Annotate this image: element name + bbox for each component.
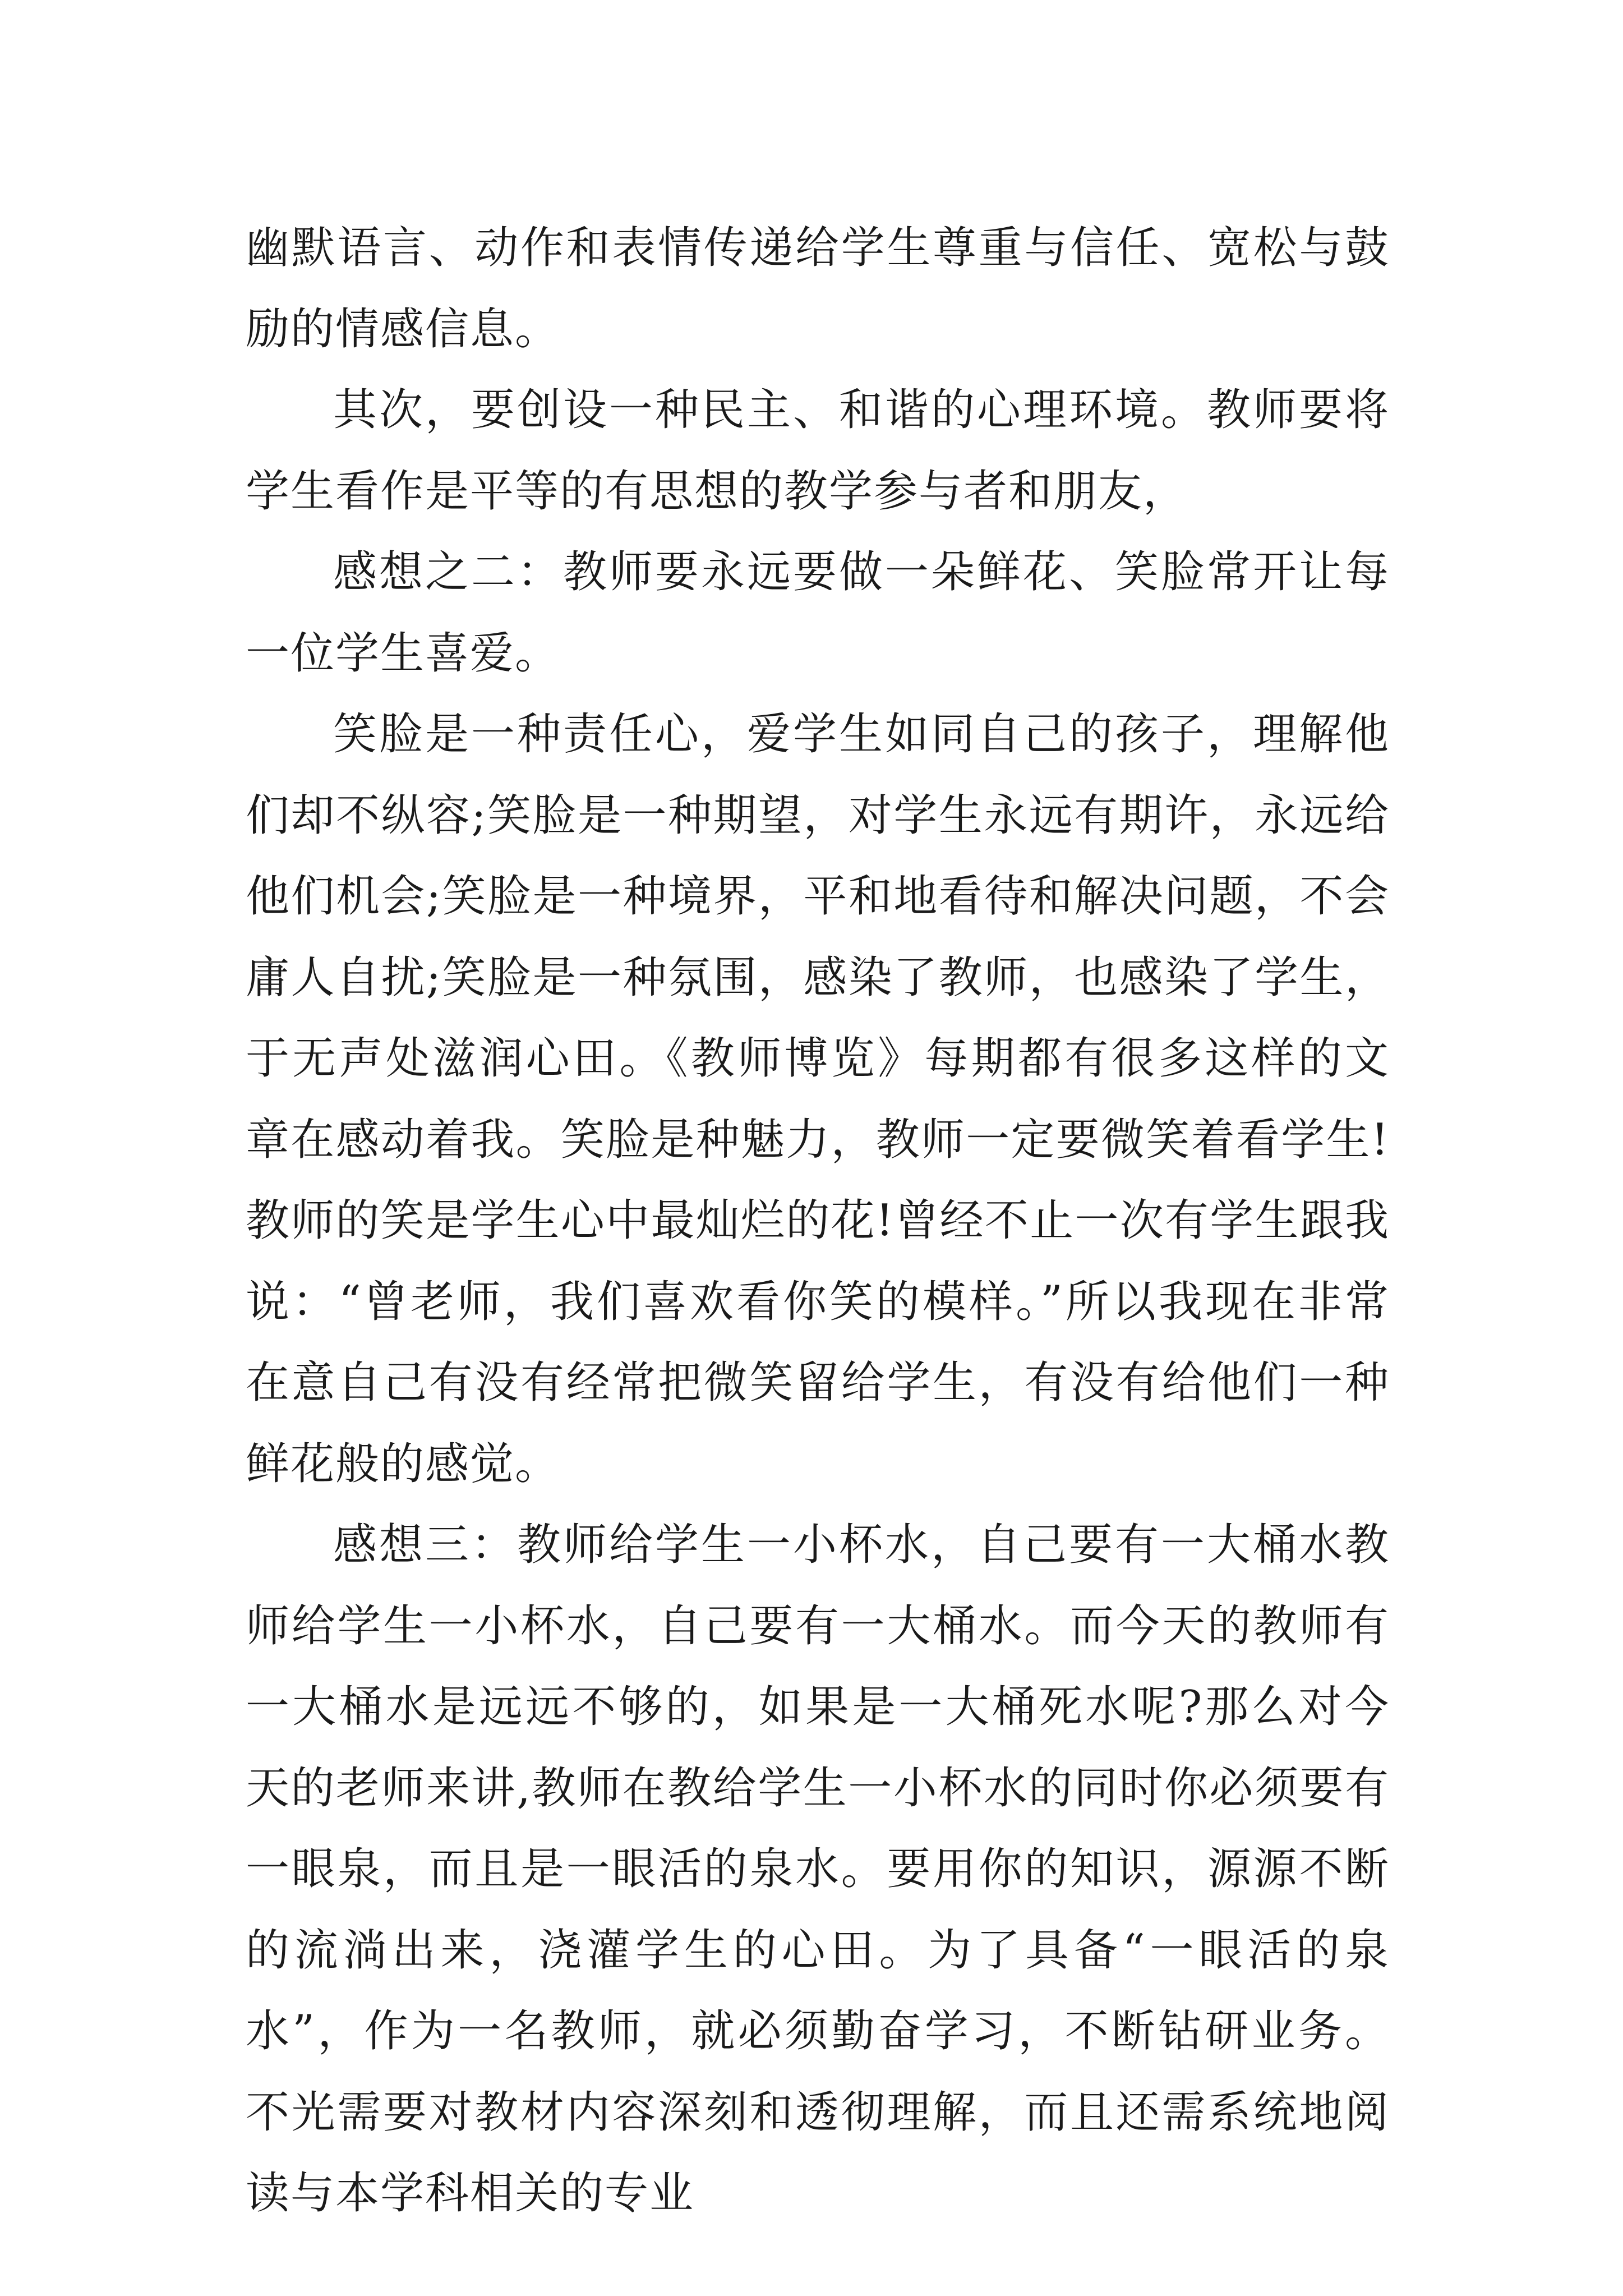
paragraph-2: 其次，要创设一种民主、和谐的心理环境。教师要将学生看作是平等的有思想的教学参与者和朋友， — [246, 385, 1390, 517]
paragraph-4: 笑脸是一种责任心，爱学生如同自己的孩子，理解他们却不纵容;笑脸是一种期望，对学生永远有期许，永远给他们机会;笑脸是一种境界，平和地看待和解决问题，不会庸人自扰;笑脸是一种氛围，感染了教师，也感染了学生，于无声处滋润心田。《教师博览》每期都有很多这样的文章在感动着我。笑脸是种魅力，教师一定要微笑着看学生!教师的笑是学生心中最灿烂的花!曾经不止一次有学生跟我说：“曾老师，我们喜欢看你笑的模样。”所以我现在非常在意自己有没有经常把微笑留给学生，有没有给他们一种鲜花般的感觉。 — [246, 709, 1390, 1489]
paragraph-5: 感想三：教师给学生一小杯水，自己要有一大桶水教师给学生一小杯水，自己要有一大桶水。而今天的教师有一大桶水是远远不够的，如果是一大桶死水呢?那么对今天的老师来讲,教师在教给学生一小杯水的同时你必须要有一眼泉，而且是一眼活的泉水。要用你的知识，源源不断的流淌出来，浇灌学生的心田。为了具备“一眼活的泉水”，作为一名教师，就必须勤奋学习，不断钻研业务。不光需要对教材内容深刻和透彻理解，而且还需系统地阅读与本学科相关的专业 — [246, 1520, 1390, 2219]
document-body — [246, 208, 1390, 2234]
paragraph-3: 感想之二：教师要永远要做一朵鲜花、笑脸常开让每一位学生喜爱。 — [246, 547, 1390, 679]
paragraph-1: 幽默语言、动作和表情传递给学生尊重与信任、宽松与鼓励的情感信息。 — [246, 223, 1390, 355]
